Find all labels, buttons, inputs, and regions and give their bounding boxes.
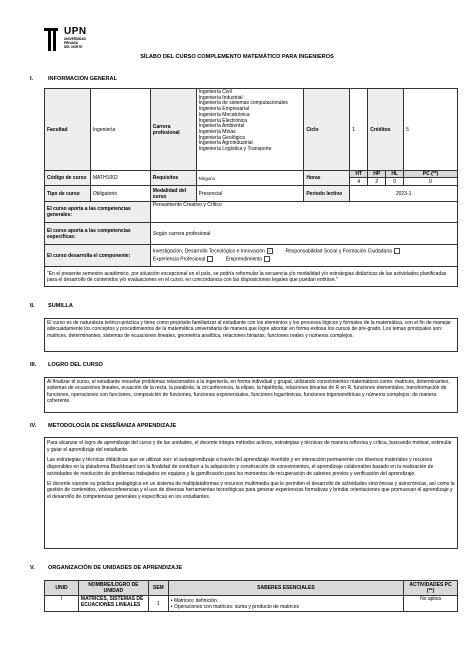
- unit-name: MATRICES, SISTEMAS DE ECUACIONES LINEALES: [78, 596, 148, 612]
- carrera-label: Carrera profesional: [150, 89, 196, 171]
- section-heading-unidades: V. ORGANIZACIÓN DE UNIDADES DE APRENDIZAJE: [30, 565, 183, 571]
- hours-header-hl: HL: [386, 171, 404, 178]
- saber-item: Operaciones con matrices: suma y producto de matrices: [173, 603, 299, 610]
- hours-header-ht: HT: [350, 171, 368, 178]
- tipo-label: Tipo de curso: [45, 186, 91, 202]
- ciclo-value: 1: [350, 89, 368, 171]
- hours-value-hl: 0: [386, 178, 404, 186]
- generales-value: Pensamiento Creativo y Crítico: [150, 202, 457, 223]
- units-header-unid: UNID: [45, 581, 79, 596]
- hours-value-pc: 0: [404, 178, 458, 186]
- creditos-value: 5: [404, 89, 458, 171]
- componente-investigacion: Investigación, Desarrollo Tecnológico e Innovación: [152, 248, 265, 255]
- generales-label: El curso aporta a las competencias generales:: [45, 202, 151, 223]
- codigo-value: MATH1002: [90, 171, 150, 186]
- periodo-value: 2023-1: [350, 186, 458, 202]
- unchecked-checkbox-icon: [207, 256, 213, 262]
- general-info-table: [44, 88, 458, 287]
- metodologia-paragraph: El docente soporte su práctica pedagógica en un sistema de multiplataformas y recursos multimedia que le permiten el desarrollo de actividades sincrónicas y asincrónicas, así como la gestión de contenidos, videoconferencias y el uso de diversas herramientas tecnológicas para generar experiencias formativas y brindar orientaciones que promuevan el aprendizaje y el desarrollo de competencias generales y específicas en los estudiantes.: [47, 480, 455, 501]
- logo-brand: UPN: [64, 26, 87, 37]
- facultad-label: Facultad: [45, 89, 91, 171]
- unchecked-checkbox-icon: [264, 256, 270, 262]
- section-heading-sumilla: II. SUMILLA: [30, 303, 73, 309]
- metodologia-paragraph: Las estrategias y técnicas didácticas que se utilizan son: el autoaprendizaje a través del aprendizaje invertido y en interacción permanente con diversos materiales y recursos disponibles en la plataforma Blackboard con la finalidad de contribuir a la adquisición y construcción de conocimientos, el aprendizaje colaborativo basado en la realización de actividades de resolución de problemas trabajados en equipos y la gamificación para los momentos de recuperación de saberes previos y verificación del aprendizaje.: [47, 456, 434, 477]
- metodologia-paragraph: Para alcanzar el logro de aprendizaje del curso y de las unidades, el docente integra métodos activos, estrategias y técnicas de manera reflexiva y crítica, buscando motivar, estimular y guiar el aprendizaje del estudiante.: [47, 440, 452, 453]
- componente-experiencia: Experiencia Profesional: [152, 255, 206, 262]
- table-row: [45, 596, 458, 612]
- componente-responsabilidad: Responsabilidad Social y Formación Ciudadana: [285, 248, 392, 255]
- facultad-value: Ingeniería: [90, 89, 150, 171]
- tipo-value: Obligatorio: [90, 186, 150, 202]
- upn-logo: [44, 26, 104, 56]
- codigo-label: Código de curso: [45, 171, 91, 186]
- componente-emprendimiento: Emprendimiento: [225, 255, 263, 262]
- document-title: SÍLABO DEL CURSO COMPLEMENTO MATEMÁTICO PARA INGENIEROS: [140, 54, 334, 60]
- unchecked-checkbox-icon: [394, 248, 400, 254]
- section-heading-metodologia: IV. METODOLOGÍA DE ENSEÑANZA APRENDIZAJE: [30, 423, 177, 429]
- careers-list: Ingeniería Civil Ingeniería Industrial Ingeniería de sistemas computacionales Ingeniería Empresarial Ingeniería Mecatrónica Ingeniería Electrónica Ingeniería Ambiental Ingeniería Minas Ingeniería Geológica Ingeniería Agroindustrial Ingeniería Logística y Transporte: [196, 89, 304, 171]
- modalidad-value: Presencial: [196, 186, 304, 202]
- upn-logo-mark-icon: [44, 28, 62, 52]
- units-header-actividades: ACTIVIDADES PC (**): [404, 581, 458, 596]
- section-heading-logro: III. LOGRO DEL CURSO: [30, 362, 103, 368]
- especificas-label: El curso aporta a las competencias específicas:: [45, 223, 151, 245]
- sumilla-text: El curso es de naturaleza teórico-práctica y tiene como propósito familiarizar al estudiante con los elementos y los procesos lógicos y formales de la matemática, con el fin de manejar adecuadamente los conceptos y procedimientos de la matemática universitaria de manera que logre abordar en forma exitosa los cursos de pre-grado. Los temas principales son: matrices, determinantes, sistemas de ecuaciones lineales, geometría analítica, relaciones binarias, funciones reales y números complejos.: [44, 318, 458, 352]
- unit-actividades: No aplica: [404, 596, 458, 612]
- hours-header-hp: HP: [368, 171, 386, 178]
- hours-header-pc: PC (**): [404, 171, 458, 178]
- ciclo-label: Ciclo: [304, 89, 350, 171]
- exception-note: "En el presente semestre académico, por situación excepcional en el país, se podría reformular la secuencia y/o modalidad y/o estrategias didácticas de las actividades planificadas para el desarrollo de contenidos y/o evaluaciones en el curso, en concordancia con las disposiciones legales que puedan emitirse.": [45, 267, 458, 287]
- componentes-cell: [150, 245, 457, 267]
- section-heading-info: I. INFORMACIÓN GENERAL: [30, 76, 117, 82]
- modalidad-label: Modalidad del curso: [150, 186, 196, 202]
- units-table: [44, 580, 458, 612]
- logro-text: Al finalizar el curso, el estudiante resuelve problemas relacionados a la ingeniería, en forma individual y grupal, utilizando conocimientos matemáticos como: matrices, determinantes, sistemas de ecuaciones lineales, ecuación de la recta, la parábola, la circunferencia, la elipse, la hipérbola, relaciones binarias de R en R, funciones elementales, transformación de funciones, operaciones con funciones, composición de funciones, funciones exponenciales, funciones logarítmicas, funciones trigonométricas y números complejos; de manera coherente.: [44, 377, 458, 413]
- especificas-value: Según carrera profesional: [150, 223, 457, 245]
- metodologia-box: [44, 437, 458, 549]
- horas-label: Horas: [304, 171, 350, 186]
- logo-subtitle: UNIVERSIDAD PRIVADA DEL NORTE: [64, 37, 86, 49]
- periodo-label: Periodo lectivo: [304, 186, 350, 202]
- checked-checkbox-icon: ✓: [268, 248, 272, 254]
- componente-label: El curso desarrolla el componente:: [45, 245, 151, 267]
- hours-value-hp: 2: [368, 178, 386, 186]
- requisitos-value: Ninguno: [196, 171, 304, 186]
- requisitos-label: Requisitos: [150, 171, 196, 186]
- units-header-sem: SEM: [148, 581, 168, 596]
- units-header-nombre: NOMBRE/LOGRO DE UNIDAD: [78, 581, 148, 596]
- unit-number: I: [45, 596, 79, 612]
- unit-week: 1: [148, 596, 168, 612]
- unit-saberes: • Matrices: definición. • Operaciones con matrices: suma y producto de matrices: [168, 596, 403, 612]
- hours-value-ht: 4: [350, 178, 368, 186]
- creditos-label: Créditos: [368, 89, 404, 171]
- units-header-saberes: SABERES ESENCIALES: [168, 581, 403, 596]
- saber-item: Matrices: definición.: [173, 597, 219, 604]
